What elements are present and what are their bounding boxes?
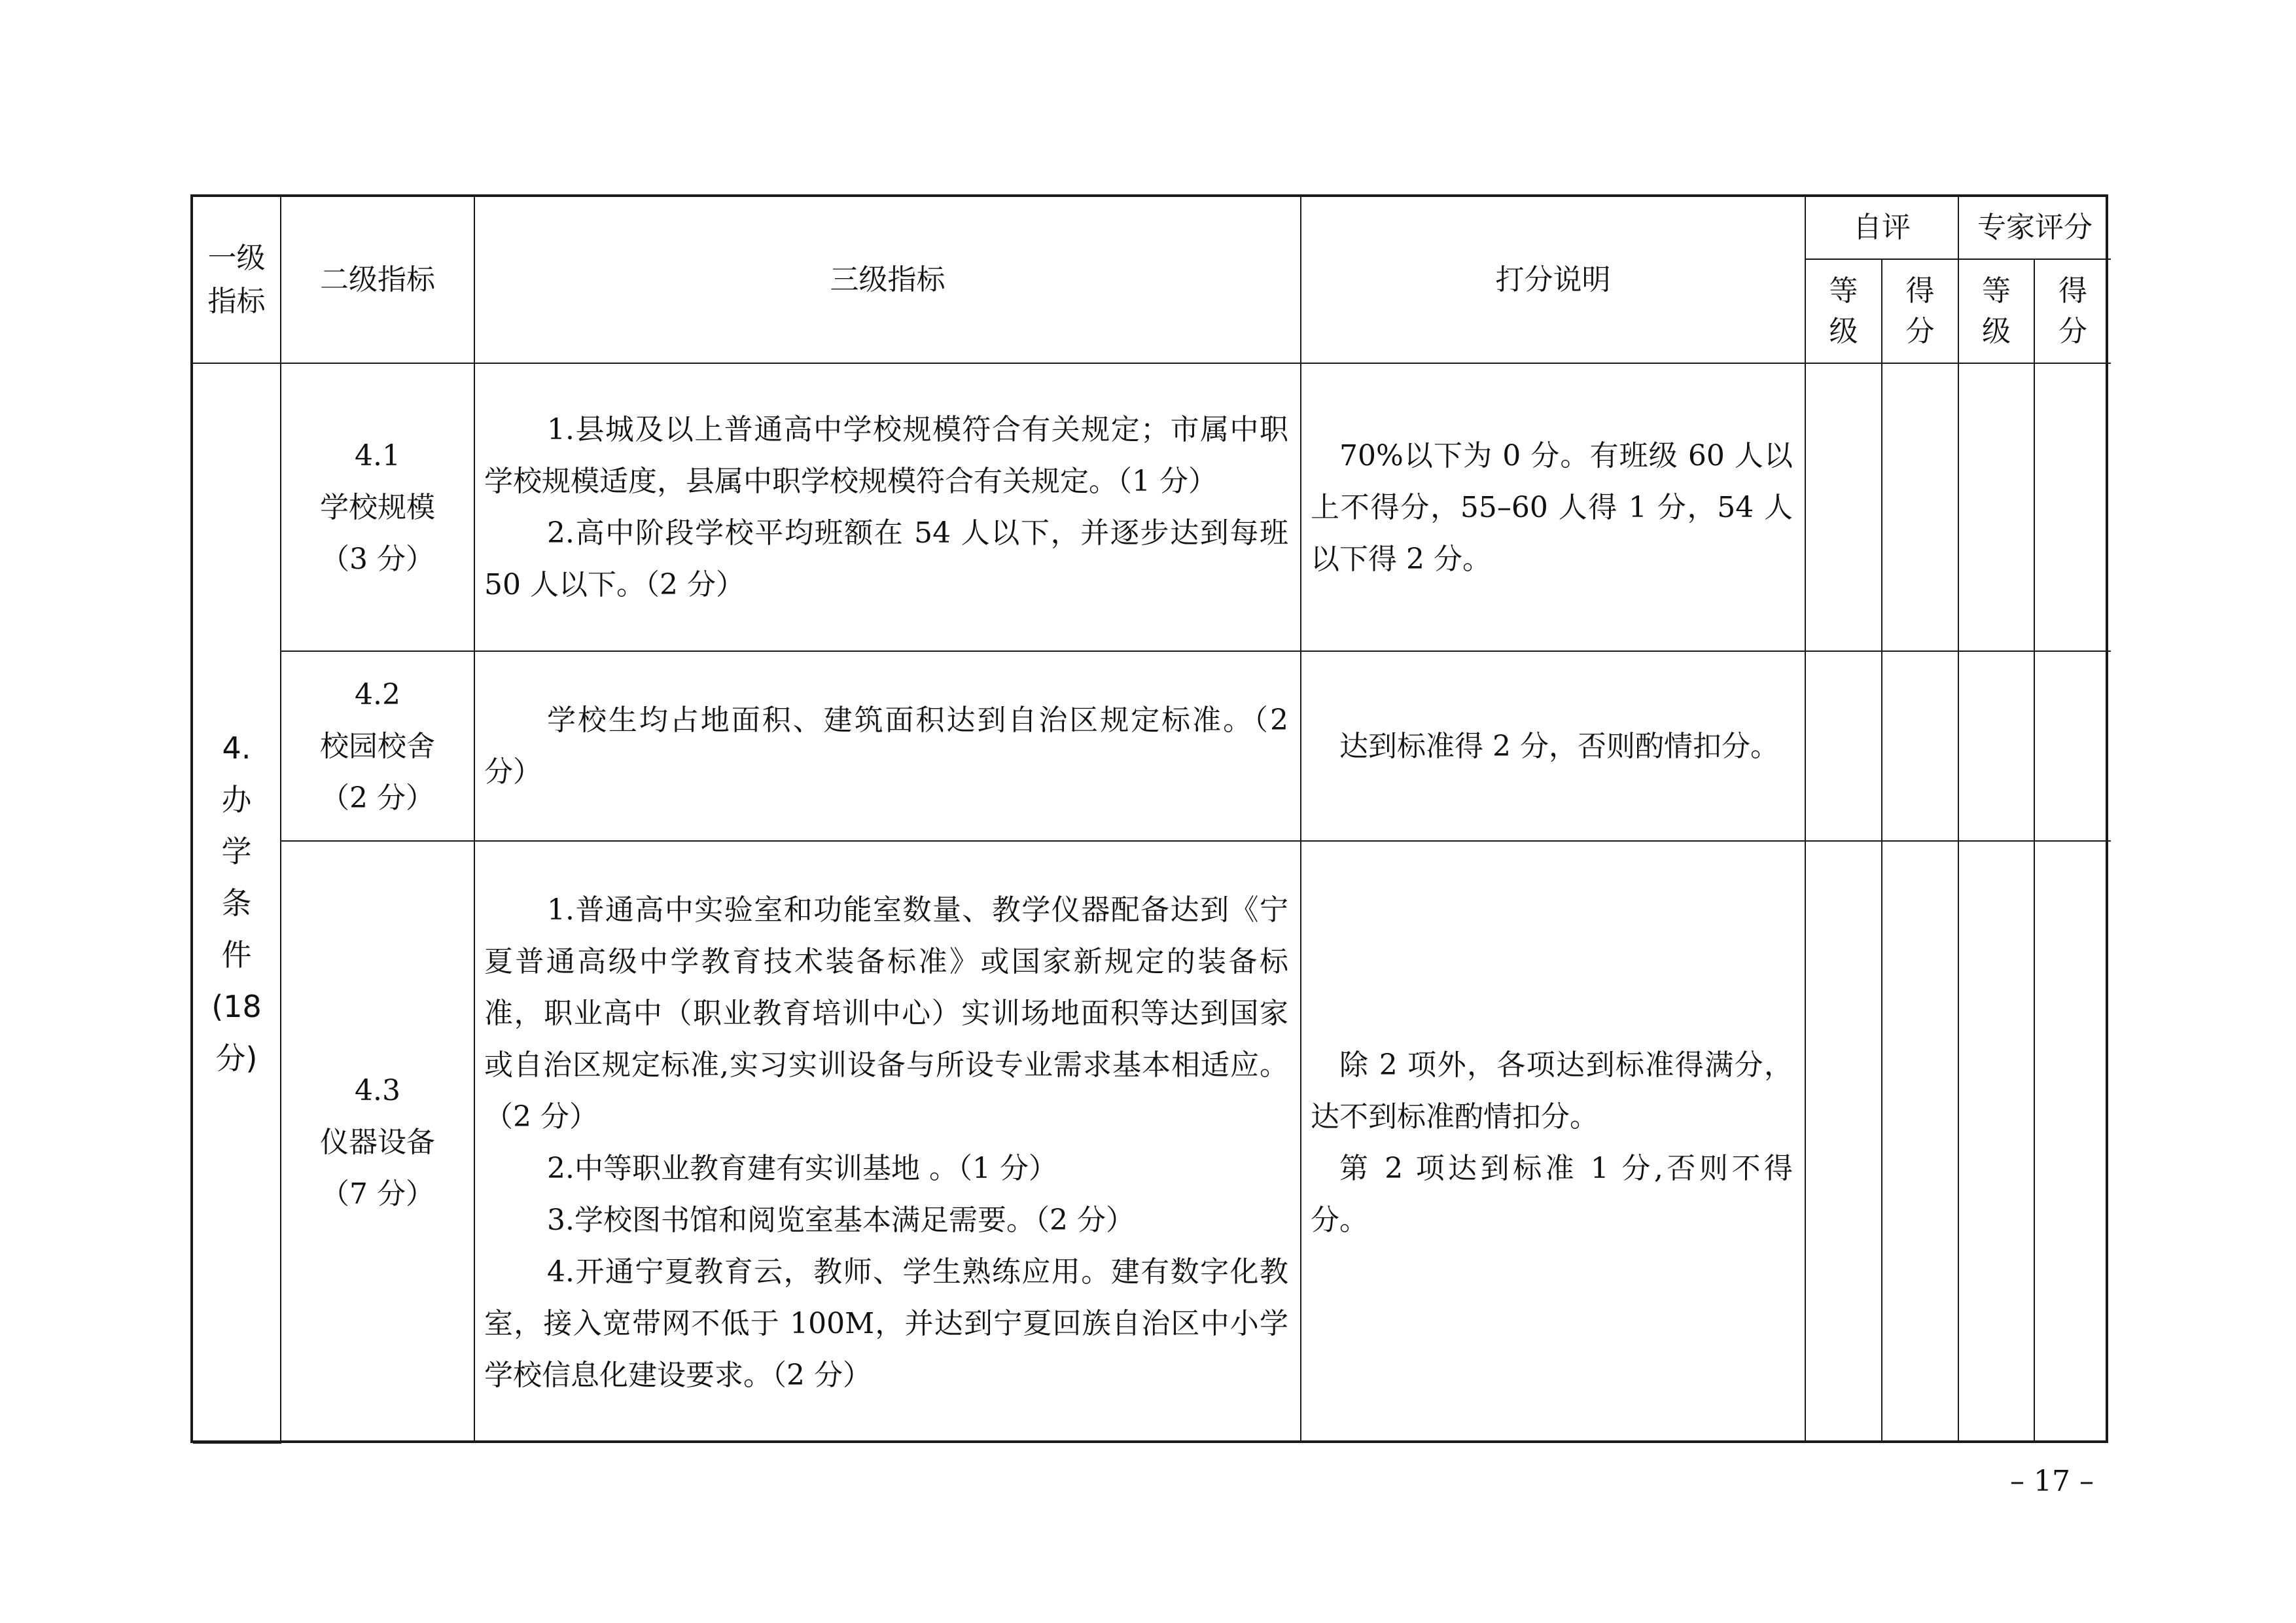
header-level1: [193, 197, 281, 363]
sub-indicator-name: 学校规模: [320, 490, 435, 524]
header-self-eval: 自评: [1805, 197, 1958, 259]
indicator-cell: [474, 651, 1301, 841]
sub-indicator-code: 4.3: [355, 1074, 400, 1107]
sub-indicator-cell: [281, 651, 474, 841]
self-grade-cell[interactable]: [1805, 651, 1882, 841]
header-self-score: 得 分: [1882, 259, 1958, 363]
sub-indicator-code: 4.2: [355, 677, 400, 711]
header-level1-line1: 一级: [207, 241, 266, 275]
header-scoring: 打分说明: [1301, 197, 1805, 363]
sub-indicator-cell: [281, 363, 474, 651]
indicator-text: 1.县城及以上普通高中学校规模符合有关规定；市属中职学校规模适度，县属中职学校规模符合有关规定。（1 分）: [484, 413, 1288, 498]
scoring-cell: [1301, 841, 1805, 1443]
header-level1-line2: 指标: [207, 284, 266, 318]
table-row: [193, 363, 2111, 651]
indicator-text: 2.中等职业教育建有实训基地 。（1 分）: [547, 1151, 1057, 1185]
indicator-text: 1.普通高中实验室和功能室数量、教学仪器配备达到《宁夏普通高级中学教育技术装备标准》或国家新规定的装备标准，职业高中（职业教育培训中心）实训场地面积等达到国家或自治区规定标准,实习实训设备与所设专业需求基本相适应。（2 分）: [484, 893, 1288, 1133]
indicator-cell: [474, 841, 1301, 1443]
header-level3: 三级指标: [474, 197, 1301, 363]
sub-indicator-code: 4.1: [355, 438, 400, 473]
evaluation-table: [193, 197, 2111, 1444]
sub-indicator-points: （2 分）: [321, 781, 434, 815]
sub-indicator-name: 校园校舍: [320, 729, 435, 763]
indicator-text: 学校生均占地面积、建筑面积达到自治区规定标准。（2 分）: [484, 704, 1288, 789]
sub-indicator-points: （3 分）: [321, 542, 434, 576]
expert-score-cell[interactable]: [2034, 841, 2111, 1443]
category-cell: 4. 办 学 条 件 (18 分): [193, 363, 281, 1443]
expert-score-cell[interactable]: [2034, 651, 2111, 841]
sub-indicator-name: 仪器设备: [320, 1126, 435, 1159]
indicator-text: 3.学校图书馆和阅览室基本满足需要。（2 分）: [547, 1203, 1135, 1237]
scoring-cell: [1301, 363, 1805, 651]
header-expert-score: 得 分: [2034, 259, 2111, 363]
header-expert-eval: 专家评分: [1958, 197, 2111, 259]
expert-grade-cell[interactable]: [1958, 363, 2034, 651]
scoring-text: 70%以下为 0 分。有班级 60 人以上不得分，55–60 人得 1 分，54 人以下得 2 分。: [1311, 438, 1793, 576]
indicator-text: 2.高中阶段学校平均班额在 54 人以下，并逐步达到每班 50 人以下。（2 分）: [484, 516, 1288, 601]
expert-score-cell[interactable]: [2034, 363, 2111, 651]
indicator-text: 4.开通宁夏教育云，教师、学生熟练应用。建有数字化教室，接入宽带网不低于 100M，并达到宁夏回族自治区中小学学校信息化建设要求。（2 分）: [484, 1255, 1288, 1392]
indicator-cell: [474, 363, 1301, 651]
header-self-grade: 等 级: [1805, 259, 1882, 363]
scoring-text: 达到标准得 2 分，否则酌情扣分。: [1339, 729, 1779, 763]
self-grade-cell[interactable]: [1805, 841, 1882, 1443]
self-score-cell[interactable]: [1882, 651, 1958, 841]
self-score-cell[interactable]: [1882, 841, 1958, 1443]
self-grade-cell[interactable]: [1805, 363, 1882, 651]
sub-indicator-points: （7 分）: [321, 1177, 434, 1211]
page-number: – 17 –: [2010, 1465, 2094, 1498]
scoring-text: 除 2 项外，各项达到标准得满分，达不到标准酌情扣分。: [1311, 1048, 1793, 1133]
table-row: [193, 841, 2111, 1443]
header-level2: 二级指标: [281, 197, 474, 363]
evaluation-table-frame: [190, 194, 2108, 1443]
header-expert-grade: 等 级: [1958, 259, 2034, 363]
scoring-cell: [1301, 651, 1805, 841]
expert-grade-cell[interactable]: [1958, 651, 2034, 841]
scoring-text: 第 2 项达到标准 1 分,否则不得分。: [1311, 1151, 1793, 1237]
sub-indicator-cell: [281, 841, 474, 1443]
table-row: [193, 651, 2111, 841]
expert-grade-cell[interactable]: [1958, 841, 2034, 1443]
self-score-cell[interactable]: [1882, 363, 1958, 651]
